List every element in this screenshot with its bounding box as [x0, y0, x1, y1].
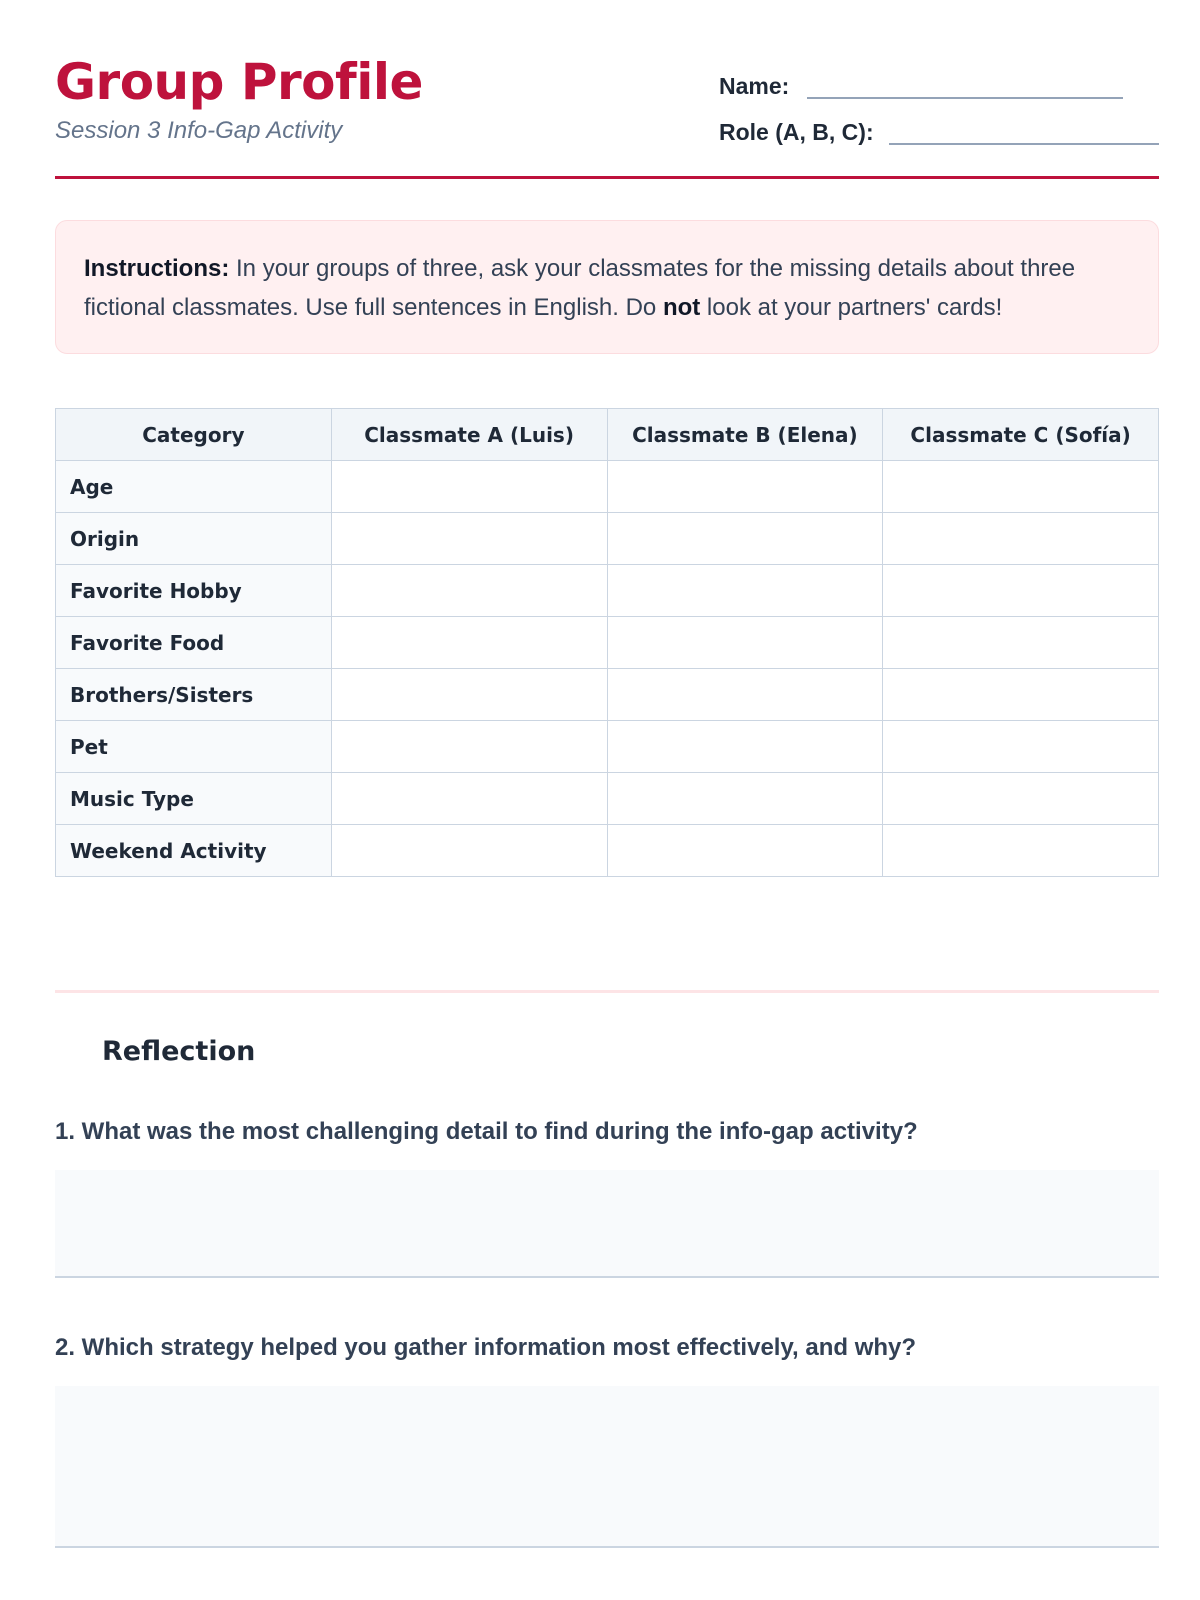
row-label-favorite-food: Favorite Food: [56, 617, 332, 669]
table-row: [56, 825, 1159, 877]
answer-cell[interactable]: [331, 461, 607, 513]
answer-box-1[interactable]: [55, 1170, 1159, 1278]
answer-cell[interactable]: [607, 721, 883, 773]
row-label-origin: Origin: [56, 513, 332, 565]
row-label-brothers-sisters: Brothers/Sisters: [56, 669, 332, 721]
column-header-classmate-b: Classmate B (Elena): [607, 409, 883, 461]
name-input-line[interactable]: [807, 97, 1123, 99]
name-field: [719, 63, 1159, 103]
answer-cell[interactable]: [883, 825, 1159, 877]
column-header-classmate-c: Classmate C (Sofía): [883, 409, 1159, 461]
table-row: [56, 773, 1159, 825]
column-header-classmate-a: Classmate A (Luis): [331, 409, 607, 461]
table-row: [56, 565, 1159, 617]
answer-cell[interactable]: [331, 565, 607, 617]
reflection-question-1: 1. What was the most challenging detail to find during the info-gap activity?: [55, 1118, 918, 1145]
answer-cell[interactable]: [331, 773, 607, 825]
section-divider: [55, 990, 1159, 993]
profile-table: [55, 408, 1159, 877]
role-field: [719, 109, 1159, 149]
role-input-line[interactable]: [889, 143, 1159, 145]
answer-cell[interactable]: [607, 825, 883, 877]
row-label-pet: Pet: [56, 721, 332, 773]
table-row: [56, 669, 1159, 721]
answer-cell[interactable]: [883, 617, 1159, 669]
table-row: [56, 617, 1159, 669]
answer-cell[interactable]: [607, 565, 883, 617]
table-row: [56, 513, 1159, 565]
answer-cell[interactable]: [607, 617, 883, 669]
answer-box-2[interactable]: [55, 1386, 1159, 1548]
reflection-question-2: 2. Which strategy helped you gather information most effectively, and why?: [55, 1334, 917, 1361]
page-title: Group Profile: [55, 53, 423, 111]
answer-cell[interactable]: [331, 669, 607, 721]
answer-cell[interactable]: [883, 669, 1159, 721]
column-header-category: Category: [56, 409, 332, 461]
page-subtitle: Session 3 Info-Gap Activity: [55, 117, 343, 144]
answer-cell[interactable]: [883, 773, 1159, 825]
answer-cell[interactable]: [883, 461, 1159, 513]
answer-cell[interactable]: [607, 513, 883, 565]
instructions-lead: Instructions:: [84, 255, 230, 282]
answer-cell[interactable]: [331, 513, 607, 565]
answer-cell[interactable]: [607, 773, 883, 825]
answer-cell[interactable]: [331, 825, 607, 877]
row-label-music-type: Music Type: [56, 773, 332, 825]
reflection-title: Reflection: [102, 1036, 256, 1067]
instructions-text-before: In your groups of three, ask your classmates for the missing details about three fictional classmates. Use full sentences in English. Do: [84, 255, 1076, 321]
row-label-weekend-activity: Weekend Activity: [56, 825, 332, 877]
header: [55, 50, 1159, 178]
table-row: [56, 721, 1159, 773]
role-label: Role (A, B, C):: [719, 119, 874, 145]
row-label-age: Age: [56, 461, 332, 513]
instructions-box: [55, 220, 1159, 354]
answer-cell[interactable]: [883, 721, 1159, 773]
instructions-text-after: look at your partners' cards!: [700, 294, 1003, 321]
header-divider: [55, 176, 1159, 179]
row-label-favorite-hobby: Favorite Hobby: [56, 565, 332, 617]
instructions-emphasis: not: [662, 294, 701, 321]
table-header-row: [56, 409, 1159, 461]
answer-cell[interactable]: [883, 513, 1159, 565]
answer-cell[interactable]: [331, 721, 607, 773]
answer-cell[interactable]: [607, 669, 883, 721]
answer-cell[interactable]: [331, 617, 607, 669]
name-label: Name:: [719, 73, 790, 99]
table-row: [56, 461, 1159, 513]
answer-cell[interactable]: [883, 565, 1159, 617]
answer-cell[interactable]: [607, 461, 883, 513]
